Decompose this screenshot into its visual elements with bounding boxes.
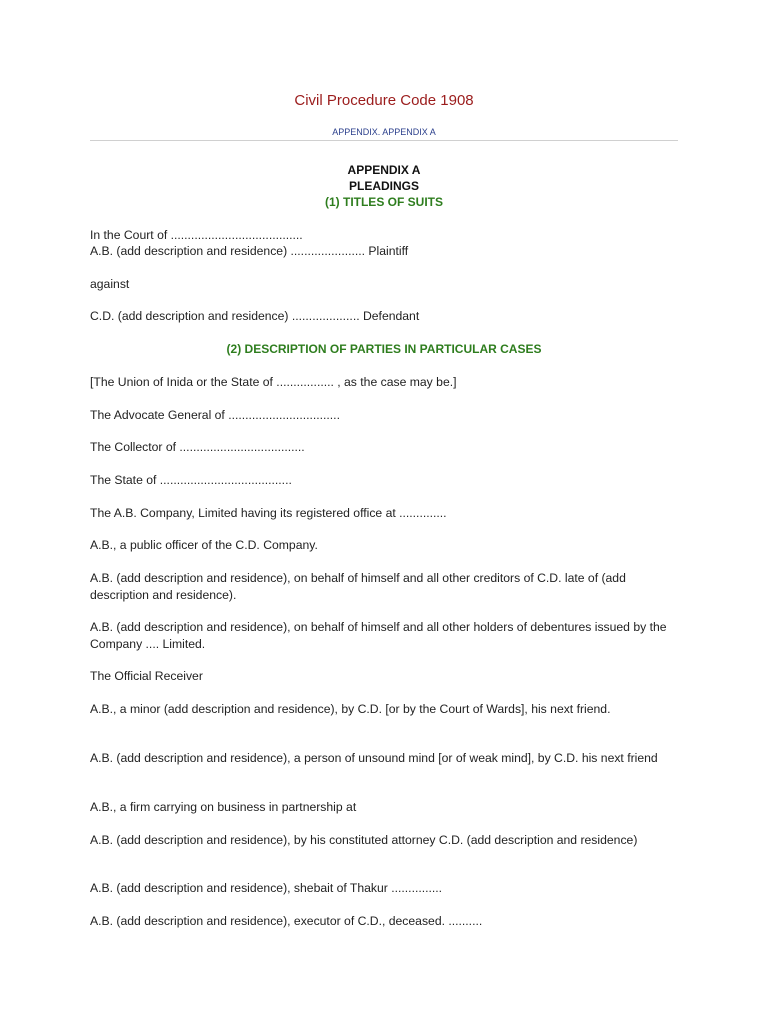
- party-item: The Official Receiver: [90, 669, 203, 683]
- party-item: The Collector of .....................................: [90, 440, 305, 454]
- divider: [90, 140, 678, 141]
- party-item: The A.B. Company, Limited having its registered office at ..............: [90, 506, 447, 520]
- party-item: A.B., a minor (add description and residence), by C.D. [or by the Court of Wards], his next friend.: [90, 702, 611, 716]
- party-item: [The Union of Inida or the State of ................. , as the case may be.]: [90, 375, 457, 389]
- party-item: A.B. (add description and residence), on behalf of himself and all other holders of debentures issued by the Company .... Limited.: [90, 620, 667, 651]
- party-item: A.B. (add description and residence), by his constituted attorney C.D. (add description and residence): [90, 833, 638, 847]
- party-item: A.B. (add description and residence), a person of unsound mind [or of weak mind], by C.D. his next friend: [90, 751, 658, 765]
- defendant-line: C.D. (add description and residence) .................... Defendant: [90, 309, 420, 323]
- plaintiff-line: A.B. (add description and residence) ...................... Plaintiff: [90, 244, 409, 258]
- party-item: A.B., a firm carrying on business in partnership at: [90, 800, 357, 814]
- party-item: The State of .......................................: [90, 473, 292, 487]
- against-text: against: [90, 277, 130, 291]
- titles-of-suits-heading: (1) TITLES OF SUITS: [324, 195, 443, 209]
- breadcrumb[interactable]: APPENDIX. APPENDIX A: [332, 127, 436, 137]
- description-of-parties-heading: (2) DESCRIPTION OF PARTIES IN PARTICULAR CASES: [226, 342, 542, 356]
- party-item: The Advocate General of .................................: [90, 408, 340, 422]
- party-item: A.B., a public officer of the C.D. Company.: [90, 538, 318, 552]
- appendix-heading: APPENDIX A: [347, 163, 421, 177]
- appendix-heading-block: [90, 162, 678, 210]
- party-item: A.B. (add description and residence), shebait of Thakur ...............: [90, 881, 443, 895]
- party-item: A.B. (add description and residence), on behalf of himself and all other creditors of C.D. late of (add description and residence).: [90, 571, 626, 602]
- page-title: Civil Procedure Code 1908: [294, 92, 474, 109]
- court-line: In the Court of .......................................: [90, 228, 303, 242]
- party-item: A.B. (add description and residence), executor of C.D., deceased. ..........: [90, 914, 483, 928]
- pleadings-heading: PLEADINGS: [348, 179, 419, 193]
